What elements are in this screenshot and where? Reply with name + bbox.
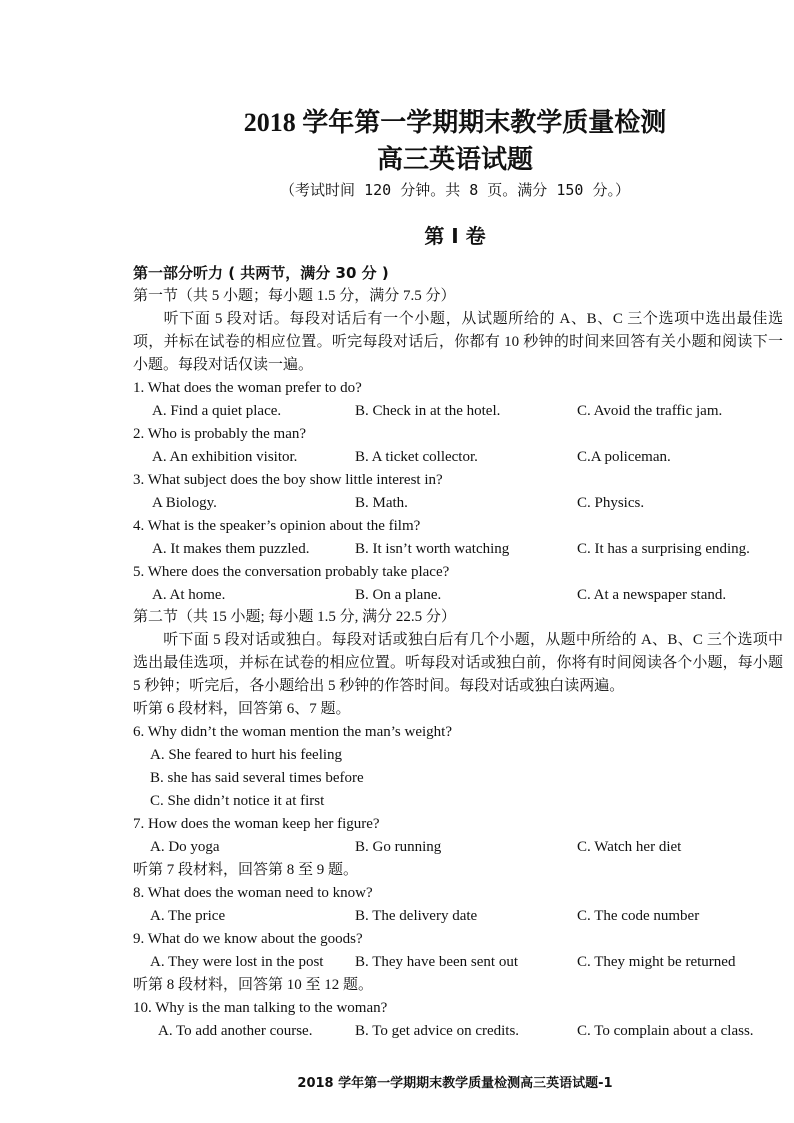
question-5: 5. Where does the conversation probably take place? (133, 564, 450, 580)
q5-option-a: A. At home. (152, 587, 226, 603)
q7-option-a: A. Do yoga (150, 839, 220, 855)
section2-instructions-text: 听下面 5 段对话或独白。每段对话或独白后有几个小题，从题中所给的 A、B、C 三个选项中选出最佳选项，并标在试卷的相应位置。听每段对话或独白前，你将有时间阅读各个小题，每小题 5 秒钟；听完后，各小题给出 5 秒钟的作答时间。每段对话或独白读两遍。 (133, 632, 783, 694)
q1-option-c: C. Avoid the traffic jam. (577, 403, 723, 419)
q7-option-b: B. Go running (355, 839, 442, 855)
q2-option-c: C.A policeman. (577, 449, 671, 465)
section1-instructions (133, 308, 783, 377)
q10-option-c: C. To complain about a class. (577, 1023, 754, 1039)
material-6-note: 听第 6 段材料，回答第 6、7 题。 (133, 701, 351, 717)
q9-option-b: B. They have been sent out (355, 954, 519, 970)
q4-option-a: A. It makes them puzzled. (152, 541, 310, 557)
exam-subtitle: 高三英语试题 (376, 145, 533, 174)
q2-option-a: A. An exhibition visitor. (152, 449, 298, 465)
q5-option-b: B. On a plane. (355, 587, 442, 603)
q4-option-c: C. It has a surprising ending. (577, 541, 750, 557)
q4-option-b: B. It isn’t worth watching (355, 541, 510, 557)
q6-option-c: C. She didn’t notice it at first (150, 793, 325, 809)
question-2: 2. Who is probably the man? (133, 426, 307, 442)
q1-option-b: B. Check in at the hotel. (355, 403, 501, 419)
material-7-note: 听第 7 段材料，回答第 8 至 9 题。 (133, 862, 359, 878)
material-8-note: 听第 8 段材料，回答第 10 至 12 题。 (133, 977, 374, 993)
q8-option-b: B. The delivery date (355, 908, 478, 924)
q6-option-b: B. she has said several times before (150, 770, 364, 786)
question-8: 8. What does the woman need to know? (133, 885, 373, 901)
q8-option-a: A. The price (150, 908, 226, 924)
question-10: 10. Why is the man talking to the woman? (133, 1000, 388, 1016)
q3-option-c: C. Physics. (577, 495, 645, 511)
question-6: 6. Why didn’t the woman mention the man’s weight? (133, 724, 452, 740)
q9-option-c: C. They might be returned (577, 954, 736, 970)
page-footer: 2018 学年第一学期期末教学质量检测高三英语试题-1 (297, 1076, 613, 1091)
q6-option-a: A. She feared to hurt his feeling (150, 747, 343, 763)
q10-option-b: B. To get advice on credits. (355, 1023, 520, 1039)
q7-option-c: C. Watch her diet (577, 839, 682, 855)
question-9: 9. What do we know about the goods? (133, 931, 363, 947)
q3-option-a: A Biology. (152, 495, 217, 511)
section2-heading: 第二节（共 15 小题; 每小题 1.5 分, 满分 22.5 分） (133, 609, 456, 625)
q3-option-b: B. Math. (355, 495, 408, 511)
section1-heading: 第一节（共 5 小题；每小题 1.5 分，满分 7.5 分） (133, 288, 456, 304)
q10-option-a: A. To add another course. (158, 1023, 313, 1039)
question-3: 3. What subject does the boy show little interest in? (133, 472, 443, 488)
q9-option-a: A. They were lost in the post (150, 954, 324, 970)
exam-note: （考试时间 120 分钟。共 8 页。满分 150 分。） (280, 181, 630, 199)
volume-heading: 第 I 卷 (424, 224, 486, 248)
q5-option-c: C. At a newspaper stand. (577, 587, 727, 603)
question-7: 7. How does the woman keep her figure? (133, 816, 380, 832)
q1-option-a: A. Find a quiet place. (152, 403, 282, 419)
q2-option-b: B. A ticket collector. (355, 449, 478, 465)
question-4: 4. What is the speaker’s opinion about the film? (133, 518, 421, 534)
question-1: 1. What does the woman prefer to do? (133, 380, 362, 396)
exam-title: 2018 学年第一学期期末教学质量检测 (243, 108, 667, 137)
q8-option-c: C. The code number (577, 908, 700, 924)
section2-instructions (133, 629, 783, 698)
section1-instructions-text: 听下面 5 段对话。每段对话后有一个小题，从试题所给的 A、B、C 三个选项中选出最佳选项，并标在试卷的相应位置。听完每段对话后，你都有 10 秒钟的时间来回答有关小题和阅读下一小题。每段对话仅读一遍。 (133, 311, 783, 373)
part1-heading: 第一部分听力 ( 共两节，满分 30 分 ) (133, 264, 389, 282)
